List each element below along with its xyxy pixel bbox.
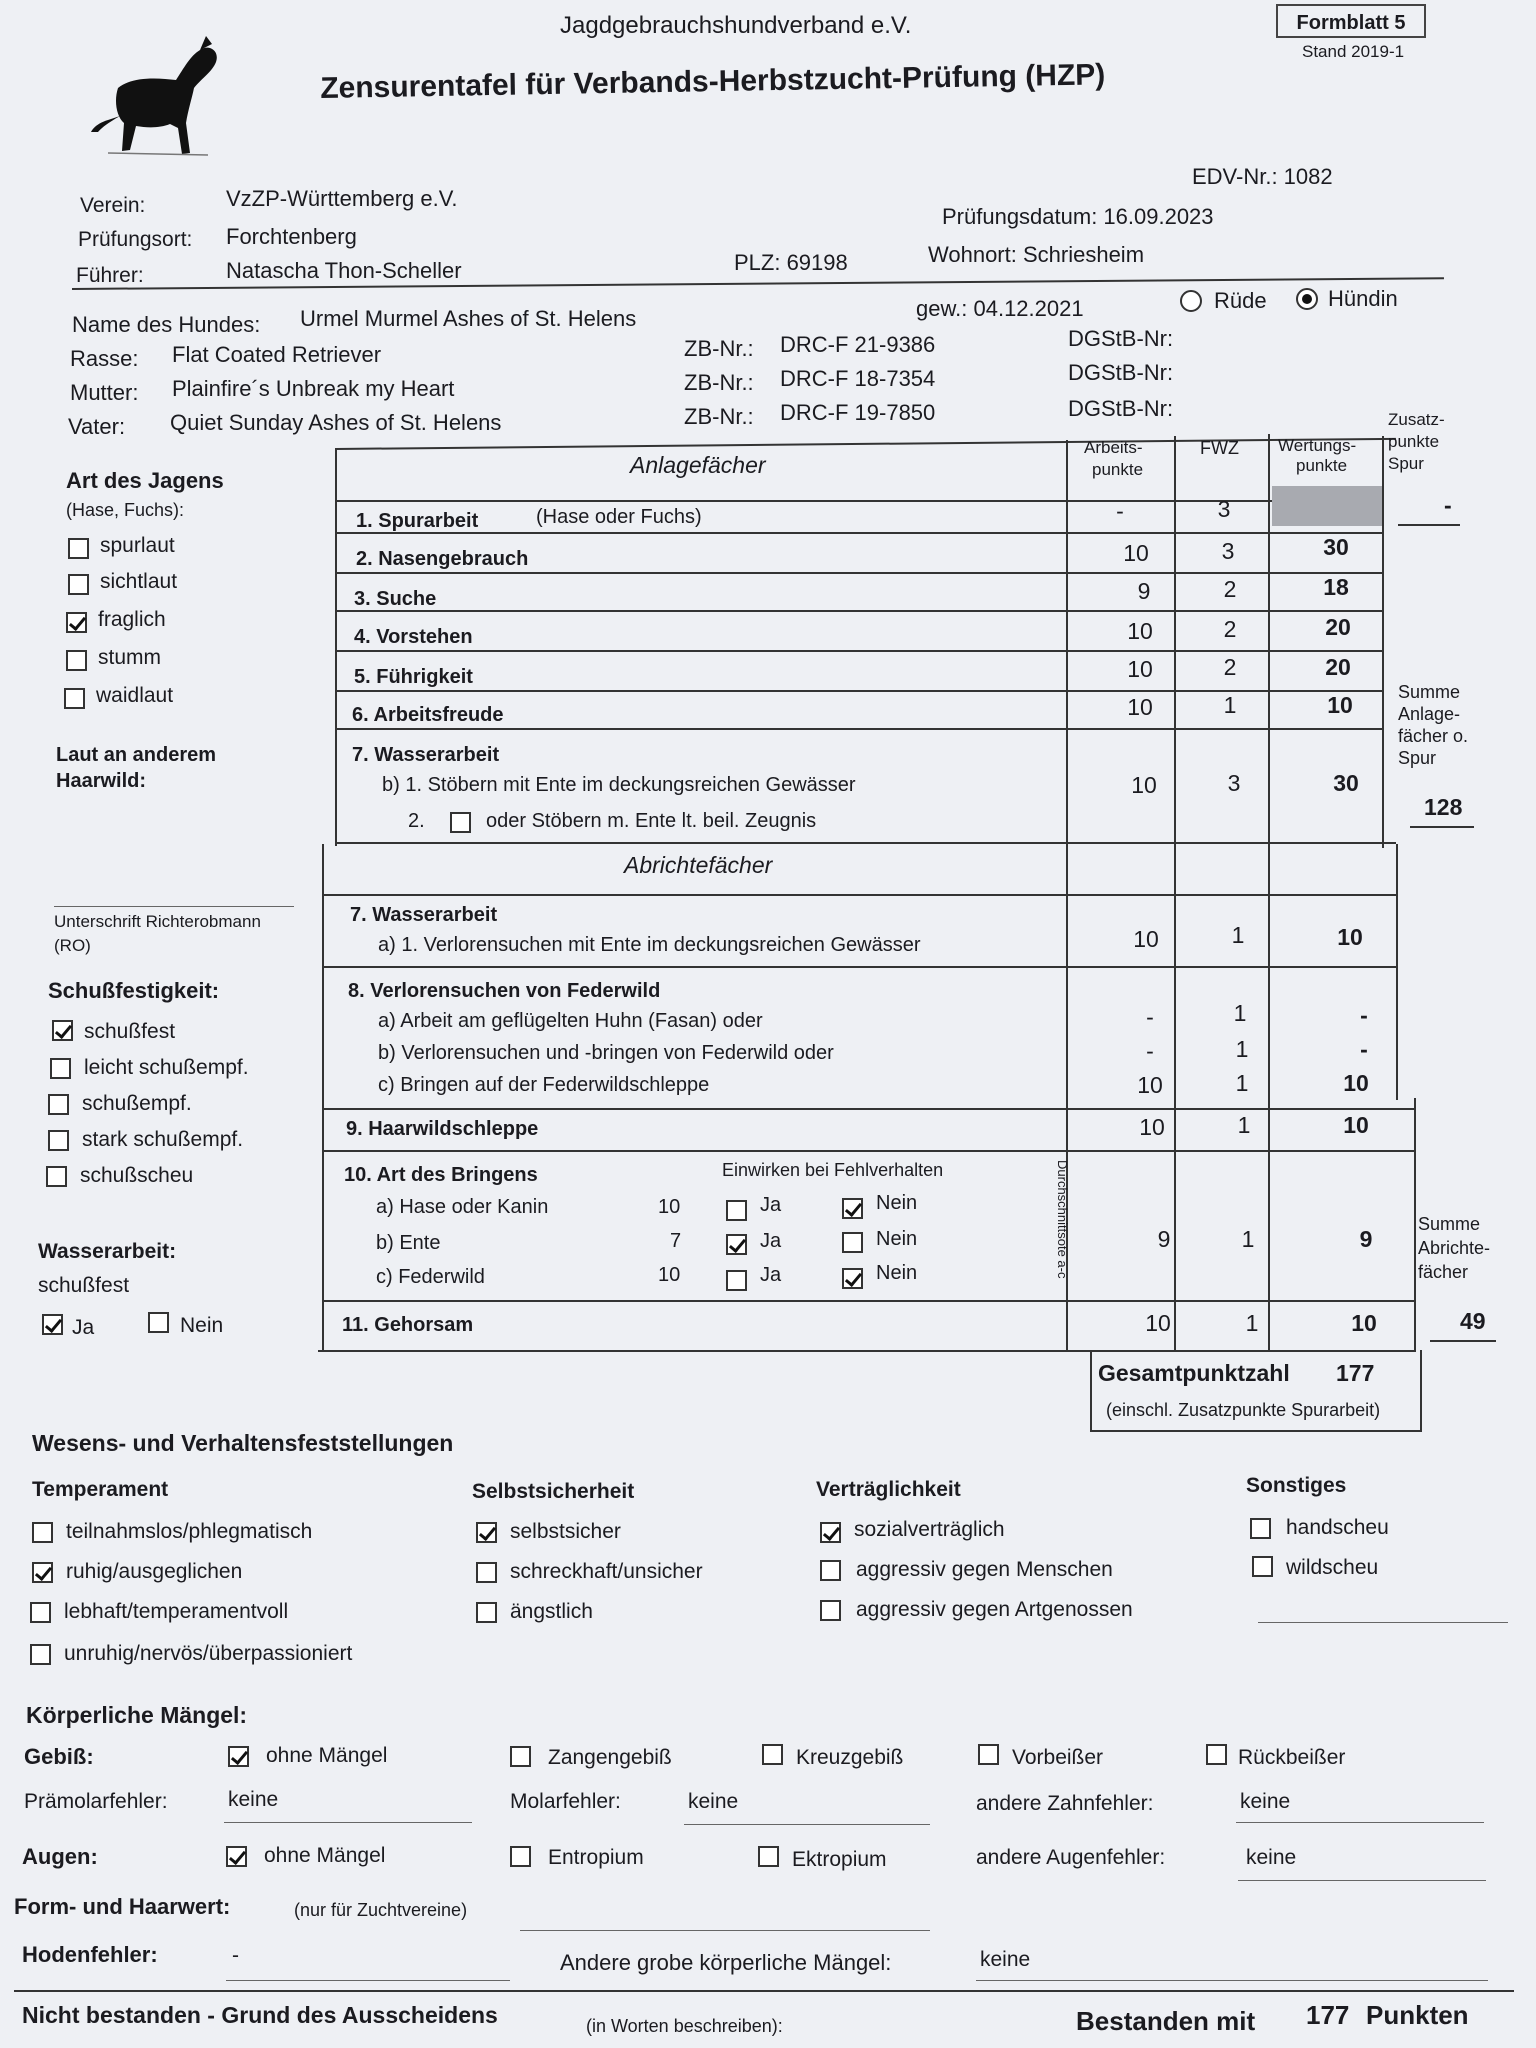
bringen-ente-ja-checkbox[interactable] <box>726 1234 747 1255</box>
bringen-federwild-ja-checkbox[interactable] <box>726 1270 747 1291</box>
gesamtpunktzahl-label: Gesamtpunktzahl <box>1098 1360 1290 1386</box>
row-federwild-b-fwz: 1 <box>1235 1036 1249 1062</box>
art-sichtlaut-label: sichtlaut <box>100 570 178 593</box>
summe-abrichte-label-3: fächer <box>1418 1262 1469 1282</box>
row-federwild-a-ap: - <box>1146 1004 1154 1030</box>
bringen-ente-nein-label: Nein <box>876 1228 918 1250</box>
bringen-federwild-nein-label: Nein <box>876 1262 918 1284</box>
form-haarwert-line <box>520 1930 930 1931</box>
row-gehorsam-wp: 10 <box>1351 1310 1377 1336</box>
row-federwild-label: 8. Verlorensuchen von Federwild <box>348 980 661 1002</box>
row-wasserarbeit-stoebern-c: oder Stöbern m. Ente lt. beil. Zeugnis <box>486 810 817 832</box>
wasserarbeit-title: Wasserarbeit: <box>38 1240 177 1263</box>
row-fuehrigkeit-ap: 10 <box>1127 656 1153 682</box>
row-spurarbeit-ap: - <box>1116 498 1124 524</box>
fuehrer-value: Natascha Thon-Scheller <box>226 258 462 283</box>
row-spurarbeit-shaded <box>1272 486 1382 526</box>
vertr-menschen-label: aggressiv gegen Menschen <box>856 1558 1113 1581</box>
bestanden-punkte: 177 <box>1306 2000 1350 2030</box>
bringen-ente-ja-label: Ja <box>760 1230 782 1252</box>
verein-label: Verein: <box>80 194 146 217</box>
temp-lebhaft-checkbox[interactable] <box>30 1602 51 1623</box>
row-wasserarbeit-stoebern-fwz: 3 <box>1227 770 1241 796</box>
zb-label-1: ZB-Nr.: <box>684 336 754 361</box>
schussscheu-checkbox[interactable] <box>46 1166 67 1187</box>
anlagefaecher-header: Anlagefächer <box>630 452 766 478</box>
row-vorstehen-label: 4. Vorstehen <box>354 626 473 648</box>
dgstb-label-2: DGStB-Nr: <box>1068 360 1174 385</box>
row-bringen-wp: 9 <box>1359 1226 1373 1252</box>
vorbeisser-checkbox[interactable] <box>978 1744 999 1765</box>
form-haarwert-label: Form- und Haarwert: <box>14 1894 231 1919</box>
arbeitspunkte-header-1: Arbeits- <box>1084 438 1143 457</box>
row-wasserarbeit-verloren-fwz: 1 <box>1231 922 1245 948</box>
wasser-nein-label: Nein <box>180 1314 224 1337</box>
praemolar-value: keine <box>228 1788 279 1811</box>
row-gehorsam-label: 11. Gehorsam <box>342 1314 474 1336</box>
vertr-artgenossen-checkbox[interactable] <box>820 1600 841 1621</box>
wertungspunkte-header-1: Wertungs- <box>1278 436 1357 455</box>
bringen-hase-ja-label: Ja <box>760 1194 782 1216</box>
row-vorstehen-fwz: 2 <box>1223 616 1237 642</box>
huendin-radio[interactable] <box>1296 288 1318 310</box>
summe-anlage-line <box>1410 826 1474 828</box>
vorbeisser-label: Vorbeißer <box>1012 1746 1104 1769</box>
bringen-hase-label: a) Hase oder Kanin <box>376 1196 549 1218</box>
row-federwild-b-wp: - <box>1360 1036 1368 1062</box>
vater-value: Quiet Sunday Ashes of St. Helens <box>170 410 502 435</box>
signature-ro: (RO) <box>54 936 91 955</box>
row-wasserarbeit-stoebern-wp: 30 <box>1333 770 1359 796</box>
bringen-hase-ja-checkbox[interactable] <box>726 1200 747 1221</box>
form-haarwert-sub: (nur für Zuchtvereine) <box>294 1900 468 1920</box>
andere-augenfehler-label: andere Augenfehler: <box>976 1846 1166 1869</box>
durchschnitt-label: Durchschnittsote a-c <box>1055 1160 1070 1279</box>
zb-label-3: ZB-Nr.: <box>684 404 754 429</box>
temp-unruhig-label: unruhig/nervös/überpassioniert <box>64 1642 353 1665</box>
zahnfehler-line <box>1236 1822 1484 1823</box>
bringen-ente-value: 7 <box>670 1230 682 1252</box>
row-haarwildschleppe-fwz: 1 <box>1237 1112 1251 1138</box>
row-wasserarbeit-verloren-wp: 10 <box>1337 924 1363 950</box>
row-arbeitsfreude-label: 6. Arbeitsfreude <box>352 704 504 726</box>
row-federwild-b: b) Verlorensuchen und -bringen von Federwild oder <box>378 1042 834 1064</box>
row-arbeitsfreude-fwz: 1 <box>1223 692 1237 718</box>
row-bringen-fwz: 1 <box>1241 1226 1255 1252</box>
entropium-label: Entropium <box>548 1846 644 1869</box>
row-nasengebrauch-ap: 10 <box>1123 540 1149 566</box>
wasser-ja-checkbox[interactable] <box>42 1314 63 1335</box>
wasser-nein-checkbox[interactable] <box>148 1312 169 1333</box>
praemolar-label: Prämolarfehler: <box>24 1790 168 1813</box>
sonstiges-title: Sonstiges <box>1246 1474 1347 1497</box>
zangengebiss-label: Zangengebiß <box>548 1746 672 1769</box>
row-nasengebrauch-fwz: 3 <box>1221 538 1235 564</box>
bestanden-label: Bestanden mit <box>1076 2006 1256 2036</box>
laut-label-2: Haarwild: <box>56 770 147 792</box>
vertraeglichkeit-title: Verträglichkeit <box>816 1478 961 1501</box>
gebiss-ohne-label: ohne Mängel <box>266 1744 388 1767</box>
row-federwild-c-ap: 10 <box>1137 1072 1163 1098</box>
selbst-sicher-checkbox[interactable] <box>476 1522 497 1543</box>
temp-phlegmatisch-label: teilnahmslos/phlegmatisch <box>66 1520 313 1543</box>
andere-zahnfehler-value: keine <box>1240 1790 1291 1813</box>
art-spurlaut-checkbox[interactable] <box>68 538 89 559</box>
zb-value-1: DRC-F 21-9386 <box>780 332 936 357</box>
vertr-sozial-label: sozialverträglich <box>854 1518 1005 1541</box>
zusatzpunkte-header-2: punkte <box>1388 432 1440 451</box>
footer-divider <box>14 1990 1514 1992</box>
art-fraglich-label: fraglich <box>98 608 166 631</box>
augenfehler-line <box>1238 1880 1486 1881</box>
fwz-header: FWZ <box>1200 438 1239 458</box>
vertr-sozial-checkbox[interactable] <box>820 1522 841 1543</box>
row-suche-label: 3. Suche <box>354 588 437 610</box>
row-haarwildschleppe-ap: 10 <box>1139 1114 1165 1140</box>
row-federwild-a-fwz: 1 <box>1233 1000 1247 1026</box>
bestanden-punkte-label: Punkten <box>1366 2000 1469 2030</box>
kreuzgebiss-label: Kreuzgebiß <box>796 1746 904 1769</box>
bringen-ente-label: b) Ente <box>376 1232 441 1254</box>
temperament-title: Temperament <box>32 1478 169 1501</box>
bringen-hase-value: 10 <box>658 1196 681 1218</box>
molar-label: Molarfehler: <box>510 1790 621 1813</box>
signature-line <box>54 906 294 907</box>
sonst-handscheu-label: handscheu <box>1286 1516 1389 1539</box>
row-suche-wp: 18 <box>1323 574 1349 600</box>
leicht-schussempf-label: leicht schußempf. <box>84 1056 249 1079</box>
row-spurarbeit-sub: (Hase oder Fuchs) <box>536 506 702 528</box>
row-wasserarbeit-verloren-ap: 10 <box>1133 926 1159 952</box>
grobe-maengel-label: Andere grobe körperliche Mängel: <box>560 1950 892 1975</box>
row-wasserarbeit-stoebern-ap: 10 <box>1131 772 1157 798</box>
ruede-radio[interactable] <box>1180 290 1202 312</box>
entropium-checkbox[interactable] <box>510 1846 531 1867</box>
temp-phlegmatisch-checkbox[interactable] <box>32 1522 53 1543</box>
sonst-wildscheu-checkbox[interactable] <box>1252 1556 1273 1577</box>
rueckbeisser-checkbox[interactable] <box>1206 1744 1227 1765</box>
gebiss-ohne-checkbox[interactable] <box>228 1746 249 1767</box>
einwirken-header: Einwirken bei Fehlverhalten <box>722 1160 944 1180</box>
row-gehorsam-ap: 10 <box>1145 1310 1171 1336</box>
wasserarbeit-sub: schußfest <box>38 1274 130 1297</box>
art-sichtlaut-checkbox[interactable] <box>68 574 89 595</box>
dgstb-label-1: DGStB-Nr: <box>1068 326 1174 351</box>
wesen-title: Wesens- und Verhaltensfeststellungen <box>32 1430 454 1456</box>
kreuzgebiss-checkbox[interactable] <box>762 1744 783 1765</box>
art-fraglich-checkbox[interactable] <box>66 612 87 633</box>
art-waidlaut-label: waidlaut <box>96 684 174 707</box>
summe-anlage-value: 128 <box>1424 794 1463 820</box>
selbst-schreckhaft-label: schreckhaft/unsicher <box>510 1560 703 1583</box>
molar-line <box>684 1824 930 1825</box>
schussfest-label: schußfest <box>84 1020 176 1043</box>
row-spurarbeit-fwz: 3 <box>1217 496 1231 522</box>
wohnort: Wohnort: Schriesheim <box>928 242 1145 267</box>
signature-label: Unterschrift Richterobmann <box>54 912 261 931</box>
andere-zahnfehler-label: andere Zahnfehler: <box>976 1792 1154 1815</box>
temp-lebhaft-label: lebhaft/temperamentvoll <box>64 1600 289 1623</box>
grobe-maengel-line <box>976 1980 1488 1981</box>
stark-schussempf-checkbox[interactable] <box>48 1130 69 1151</box>
row-vorstehen-ap: 10 <box>1127 618 1153 644</box>
summe-abrichte-label-1: Summe <box>1418 1214 1481 1234</box>
sonst-handscheu-checkbox[interactable] <box>1250 1518 1271 1539</box>
augen-ohne-checkbox[interactable] <box>226 1846 247 1867</box>
schussempf-label: schußempf. <box>82 1092 192 1115</box>
row-fuehrigkeit-fwz: 2 <box>1223 654 1237 680</box>
dog-name: Urmel Murmel Ashes of St. Helens <box>300 306 637 331</box>
summe-anlage-label-4: Spur <box>1398 748 1437 768</box>
bringen-federwild-value: 10 <box>658 1264 681 1286</box>
zangengebiss-checkbox[interactable] <box>510 1746 531 1767</box>
row-arbeitsfreude-ap: 10 <box>1127 694 1153 720</box>
schussempf-checkbox[interactable] <box>48 1094 69 1115</box>
schussscheu-label: schußscheu <box>80 1164 194 1187</box>
gebiss-label: Gebiß: <box>24 1744 94 1769</box>
selbstsicherheit-title: Selbstsicherheit <box>472 1480 635 1503</box>
temp-ruhig-label: ruhig/ausgeglichen <box>66 1560 243 1583</box>
zb-label-2: ZB-Nr.: <box>684 370 754 395</box>
stark-schussempf-label: stark schußempf. <box>82 1128 244 1151</box>
wasser-ja-label: Ja <box>72 1316 95 1339</box>
summe-abrichte-label-2: Abrichte- <box>1418 1238 1491 1258</box>
dog-name-label: Name des Hundes: <box>72 312 261 337</box>
row-fuehrigkeit-label: 5. Führigkeit <box>354 666 473 688</box>
dog-logo <box>88 28 223 163</box>
bringen-hase-nein-checkbox[interactable] <box>842 1198 863 1219</box>
molar-value: keine <box>688 1790 739 1813</box>
rasse-value: Flat Coated Retriever <box>172 342 382 367</box>
pruefungsdatum: Prüfungsdatum: 16.09.2023 <box>942 204 1214 229</box>
wertungspunkte-header-2: punkte <box>1296 456 1348 475</box>
schussfest-checkbox[interactable] <box>52 1020 73 1041</box>
temp-unruhig-checkbox[interactable] <box>30 1644 51 1665</box>
row-federwild-c-wp: 10 <box>1343 1070 1369 1096</box>
art-des-jagens-title: Art des Jagens <box>66 468 224 493</box>
row-wasserarbeit-stoebern-label: 7. Wasserarbeit <box>352 744 500 766</box>
plz: PLZ: 69198 <box>734 250 848 275</box>
vertr-menschen-checkbox[interactable] <box>820 1560 841 1581</box>
art-stumm-checkbox[interactable] <box>66 650 87 671</box>
stoebern-zeugnis-checkbox[interactable] <box>450 812 471 833</box>
hodenfehler-label: Hodenfehler: <box>22 1942 158 1967</box>
row-spurarbeit-label: 1. Spurarbeit <box>356 510 479 532</box>
row-nasengebrauch-label: 2. Nasengebrauch <box>356 548 529 570</box>
bringen-federwild-label: c) Federwild <box>376 1266 485 1288</box>
gesamtpunktzahl-sub: (einschl. Zusatzpunkte Spurarbeit) <box>1106 1400 1381 1420</box>
pruefungsort-value: Forchtenberg <box>226 224 357 249</box>
art-waidlaut-checkbox[interactable] <box>64 688 85 709</box>
selbst-aengstlich-label: ängstlich <box>510 1600 593 1623</box>
laut-label-1: Laut an anderem <box>56 744 217 766</box>
association-name: Jagdgebrauchshundverband e.V. <box>560 12 912 39</box>
row-wasserarbeit-stoebern-a: b) 1. Stöbern mit Ente im deckungsreichen Gewässer <box>382 774 856 796</box>
row-wasserarbeit-verloren-a: a) 1. Verlorensuchen mit Ente im deckungsreichen Gewässer <box>378 934 921 956</box>
zb-value-2: DRC-F 18-7354 <box>780 366 936 391</box>
art-stumm-label: stumm <box>98 646 161 669</box>
gesamtpunktzahl-value: 177 <box>1336 1360 1375 1386</box>
selbst-sicher-label: selbstsicher <box>510 1520 621 1543</box>
ektropium-checkbox[interactable] <box>758 1846 779 1867</box>
temp-ruhig-checkbox[interactable] <box>32 1562 53 1583</box>
zusatzpunkte-value: - <box>1444 492 1452 518</box>
row-fuehrigkeit-wp: 20 <box>1325 654 1351 680</box>
art-des-jagens-sub: (Hase, Fuchs): <box>66 500 185 520</box>
summe-abrichte-line <box>1430 1340 1496 1342</box>
abrichtefaecher-header: Abrichtefächer <box>624 852 773 878</box>
grobe-maengel-value: keine <box>980 1948 1031 1971</box>
page-title: Zensurentafel für Verbands-Herbstzucht-Prüfung (HZP) <box>320 58 1106 105</box>
row-federwild-b-ap: - <box>1146 1038 1154 1064</box>
pruefungsort-label: Prüfungsort: <box>78 228 193 251</box>
dog-born: gew.: 04.12.2021 <box>916 296 1084 321</box>
bringen-hase-nein-label: Nein <box>876 1192 918 1214</box>
vertr-artgenossen-label: aggressiv gegen Artgenossen <box>856 1598 1133 1621</box>
art-spurlaut-label: spurlaut <box>100 534 175 557</box>
row-haarwildschleppe-wp: 10 <box>1343 1112 1369 1138</box>
row-haarwildschleppe-label: 9. Haarwildschleppe <box>346 1118 539 1140</box>
summe-anlage-label-2: Anlage- <box>1398 704 1461 724</box>
dgstb-label-3: DGStB-Nr: <box>1068 396 1174 421</box>
ektropium-label: Ektropium <box>792 1848 887 1871</box>
sonst-wildscheu-label: wildscheu <box>1286 1556 1379 1579</box>
hodenfehler-value: - <box>232 1944 239 1967</box>
schussfestigkeit-title: Schußfestigkeit: <box>48 978 220 1003</box>
zusatzpunkte-header-1: Zusatz- <box>1388 410 1445 429</box>
vater-label: Vater: <box>68 414 126 439</box>
summe-abrichte-value: 49 <box>1460 1308 1486 1334</box>
rasse-label: Rasse: <box>70 346 139 371</box>
selbst-schreckhaft-checkbox[interactable] <box>476 1562 497 1583</box>
summe-anlage-label-3: fächer o. <box>1398 726 1469 746</box>
edv-number: EDV-Nr.: 1082 <box>1192 164 1333 189</box>
form-label: Formblatt 5 <box>1276 4 1426 38</box>
huendin-label: Hündin <box>1328 286 1398 311</box>
nicht-bestanden-sub: (in Worten beschreiben): <box>586 2016 783 2036</box>
fuehrer-label: Führer: <box>76 264 144 287</box>
row-bringen-ap: 9 <box>1157 1226 1171 1252</box>
row-nasengebrauch-wp: 30 <box>1323 534 1349 560</box>
row-suche-fwz: 2 <box>1223 576 1237 602</box>
row-federwild-a-wp: - <box>1360 1002 1368 1028</box>
ruede-label: Rüde <box>1214 288 1267 313</box>
hodenfehler-line <box>226 1980 510 1981</box>
selbst-aengstlich-checkbox[interactable] <box>476 1602 497 1623</box>
summe-anlage-label-1: Summe <box>1398 682 1461 702</box>
row-suche-ap: 9 <box>1137 578 1151 604</box>
row-federwild-c: c) Bringen auf der Federwildschleppe <box>378 1074 710 1096</box>
bringen-ente-nein-checkbox[interactable] <box>842 1232 863 1253</box>
nicht-bestanden-label: Nicht bestanden - Grund des Ausscheidens <box>22 2002 498 2028</box>
row-arbeitsfreude-wp: 10 <box>1327 692 1353 718</box>
augen-label: Augen: <box>22 1844 98 1869</box>
zusatzpunkte-line <box>1398 524 1460 526</box>
row-bringen-label: 10. Art des Bringens <box>344 1164 538 1186</box>
mutter-value: Plainfire´s Unbreak my Heart <box>172 376 455 401</box>
stand-label: Stand 2019-1 <box>1302 42 1405 61</box>
row-vorstehen-wp: 20 <box>1325 614 1351 640</box>
bringen-federwild-ja-label: Ja <box>760 1264 782 1286</box>
mutter-label: Mutter: <box>70 380 139 405</box>
augen-ohne-label: ohne Mängel <box>264 1844 386 1867</box>
bringen-federwild-nein-checkbox[interactable] <box>842 1268 863 1289</box>
row-federwild-a: a) Arbeit am geflügelten Huhn (Fasan) oder <box>378 1010 763 1032</box>
andere-augenfehler-value: keine <box>1246 1846 1297 1869</box>
zusatzpunkte-header-3: Spur <box>1388 454 1424 473</box>
zb-value-3: DRC-F 19-7850 <box>780 400 936 425</box>
row-gehorsam-fwz: 1 <box>1245 1310 1259 1336</box>
row-wasserarbeit-stoebern-b: 2. <box>408 810 425 832</box>
row-wasserarbeit-verloren-label: 7. Wasserarbeit <box>350 904 498 926</box>
leicht-schussempf-checkbox[interactable] <box>50 1058 71 1079</box>
row-federwild-c-fwz: 1 <box>1235 1070 1249 1096</box>
sonstiges-line <box>1258 1622 1508 1623</box>
verein-value: VzZP-Württemberg e.V. <box>226 186 458 211</box>
rueckbeisser-label: Rückbeißer <box>1238 1746 1346 1769</box>
praemolar-line <box>224 1822 472 1823</box>
arbeitspunkte-header-2: punkte <box>1092 460 1144 479</box>
koerper-title: Körperliche Mängel: <box>26 1702 248 1728</box>
